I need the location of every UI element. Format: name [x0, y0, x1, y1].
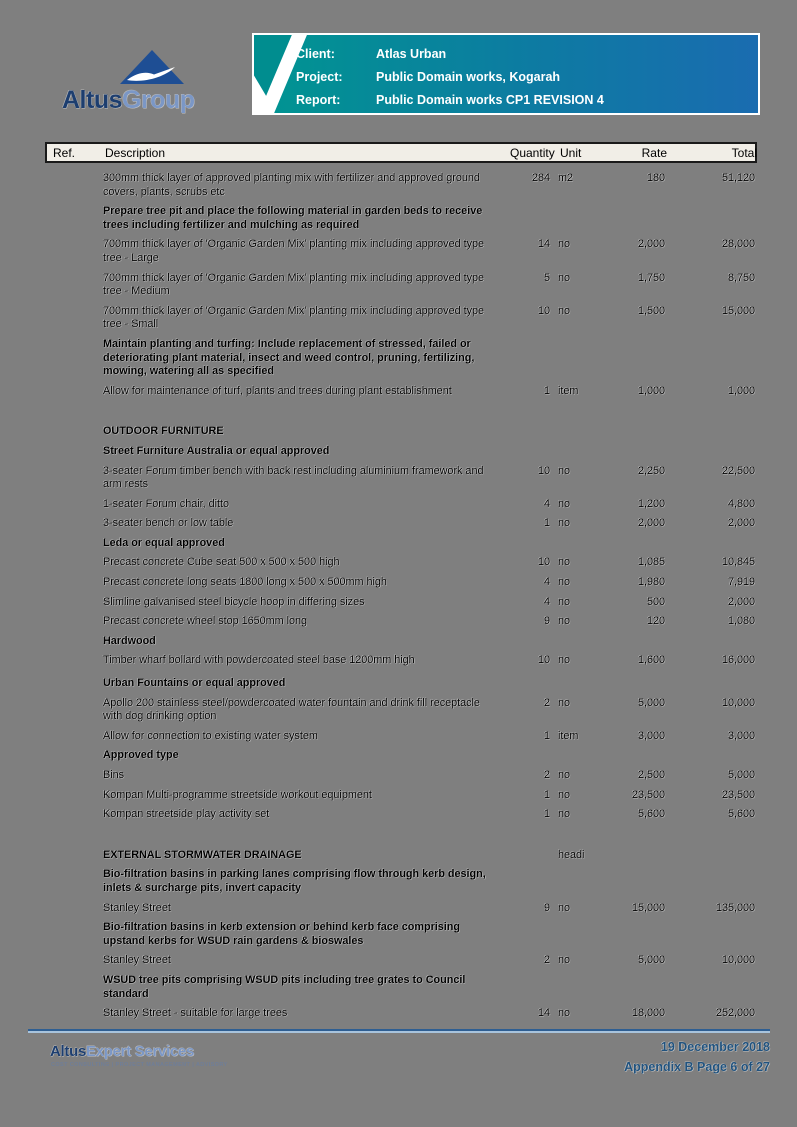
cell-quantity: 1: [543, 788, 550, 801]
cell-description: Bio-filtration basins in parking lanes comprising flow through kerb design, inlets & surcharge pits, invert capacity: [103, 868, 486, 894]
project-label: Project:: [296, 69, 343, 84]
cell-unit: no: [558, 788, 571, 801]
cell-rate: [595, 445, 665, 459]
cell-quantity: [508, 537, 550, 551]
table-row: [45, 697, 757, 724]
cell-total: [665, 205, 757, 232]
cell-ref: [45, 849, 103, 863]
cell-description: Stanley Street: [103, 954, 171, 967]
table-row: [45, 238, 757, 265]
cell-unit: no: [558, 576, 571, 589]
cell-total: 2,000: [727, 595, 755, 608]
cell-unit: no: [558, 654, 571, 667]
cell-unit: no: [558, 556, 571, 569]
cell-rate: 500: [646, 595, 665, 608]
cell-rate: 3,000: [637, 729, 665, 742]
cell-quantity: [508, 205, 550, 232]
table-row: [45, 849, 757, 863]
cell-ref: [45, 697, 103, 724]
cell-ref: [45, 615, 103, 629]
cell-ref: [45, 445, 103, 459]
cell-description: Leda or equal approved: [103, 536, 225, 549]
cell-quantity: [508, 677, 550, 691]
cell-quantity: 284: [531, 172, 550, 184]
cell-unit: no: [558, 954, 571, 967]
cell-description: Street Furniture Australia or equal approved: [103, 444, 330, 457]
cell-unit: no: [558, 517, 571, 530]
logo-wordmark: [62, 86, 262, 115]
cell-rate: [595, 849, 665, 863]
cell-rate: 180: [646, 172, 665, 184]
cell-unit: no: [558, 615, 571, 628]
table-row: [45, 445, 757, 459]
cell-quantity: 1: [543, 517, 550, 530]
cell-description: Kompan Multi-programme streetside workout equipment: [103, 788, 372, 801]
cell-total: [665, 749, 757, 763]
cell-total: [665, 537, 757, 551]
cell-rate: 1,200: [637, 497, 665, 510]
cell-total: 23,500: [721, 788, 755, 801]
cell-ref: [45, 338, 103, 379]
cell-total: [665, 921, 757, 948]
cell-rate: 5,000: [637, 954, 665, 967]
cell-quantity: [508, 921, 550, 948]
cell-quantity: 9: [543, 615, 550, 628]
page-number: Appendix B Page 6 of 27: [624, 1060, 770, 1074]
column-ref: Ref.: [53, 145, 76, 160]
cell-unit: [550, 974, 595, 1001]
table-row: [45, 556, 757, 570]
cell-description: 700mm thick layer of 'Organic Garden Mix' planting mix including approved type tree - Medium: [103, 271, 484, 298]
cell-ref: [45, 498, 103, 512]
cell-quantity: 4: [543, 576, 550, 589]
cell-rate: 2,000: [637, 517, 665, 530]
cell-ref: [45, 730, 103, 744]
cell-description: 3-seater bench or low table: [103, 517, 234, 530]
cell-unit: no: [558, 901, 571, 914]
table-row: [45, 517, 757, 531]
cell-total: 5,000: [727, 769, 755, 781]
company-logo: [62, 44, 252, 122]
cell-unit: [550, 635, 595, 649]
cell-unit: no: [558, 304, 571, 317]
cell-ref: [45, 954, 103, 968]
cell-total: 1,000: [727, 384, 755, 397]
logo-word-altus: Altus: [62, 86, 122, 114]
cell-ref: [45, 465, 103, 492]
cell-quantity: [508, 849, 550, 863]
report-date: 19 December 2018: [660, 1040, 770, 1054]
footer-tagline: COST CONSULTING | PROJECT MANAGEMENT | ADVISORY: [51, 1062, 228, 1068]
cell-rate: 1,980: [637, 576, 665, 589]
cell-rate: 1,085: [637, 556, 665, 569]
cell-quantity: 10: [537, 654, 550, 667]
cell-quantity: 14: [537, 1007, 550, 1020]
cell-description: Stanley Street - suitable for large trees: [103, 1007, 288, 1020]
cell-description: Bio-filtration basins in kerb extension or behind kerb face comprising upstand kerbs for WSUD rain gardens & bioswales: [103, 921, 460, 947]
cell-unit: [550, 677, 595, 691]
cell-total: [665, 849, 757, 863]
cell-quantity: [508, 749, 550, 763]
cell-quantity: 14: [537, 238, 550, 251]
cell-description: Precast concrete wheel stop 1650mm long: [103, 615, 308, 628]
cell-rate: [595, 338, 665, 379]
cell-quantity: 10: [537, 556, 550, 569]
cell-description: WSUD tree pits comprising WSUD pits including tree grates to Council standard: [103, 973, 466, 1000]
cell-unit: no: [558, 497, 571, 510]
cell-description: Apollo 200 stainless steel/powdercoated water fountain and drink fill receptacle with dog drinking option: [103, 696, 480, 723]
cell-quantity: 10: [537, 304, 550, 317]
cell-total: 51,120: [721, 172, 755, 184]
cell-unit: [550, 205, 595, 232]
cell-total: 2,000: [727, 517, 755, 530]
column-unit: Unit: [560, 145, 582, 160]
cell-ref: [45, 749, 103, 763]
cell-description: Bins: [103, 769, 125, 781]
cell-quantity: [508, 425, 550, 439]
cell-description: Kompan streetside play activity set: [103, 808, 270, 821]
cell-description: Prepare tree pit and place the following material in garden beds to receive trees including fertilizer and mulching as required: [103, 205, 483, 231]
cell-ref: [45, 172, 103, 199]
cell-total: 10,000: [721, 696, 755, 709]
table-row: [45, 635, 757, 649]
table-row: [45, 338, 757, 379]
cell-ref: [45, 556, 103, 570]
cell-ref: [45, 517, 103, 531]
cell-description: Precast concrete Cube seat 500 x 500 x 500 high: [103, 556, 340, 569]
cell-quantity: 5: [543, 271, 550, 284]
cell-total: [665, 868, 757, 895]
table-row: [45, 808, 757, 822]
cell-description: OUTDOOR FURNITURE: [103, 425, 224, 438]
cell-ref: [45, 769, 103, 783]
cell-ref: [45, 789, 103, 803]
table-row: [45, 272, 757, 299]
cell-total: 135,000: [715, 901, 755, 914]
cell-unit: item: [558, 729, 579, 742]
cell-ref: [45, 677, 103, 691]
cell-quantity: [508, 445, 550, 459]
table-row: [45, 789, 757, 803]
cell-unit: [550, 868, 595, 895]
cell-description: 3-seater Forum timber bench with back rest including aluminium framework and arm rests: [103, 464, 484, 491]
cell-total: 5,600: [727, 808, 755, 821]
cell-rate: 15,000: [631, 901, 665, 914]
cell-unit: [550, 445, 595, 459]
client-label: Client:: [296, 46, 335, 61]
cell-ref: [45, 654, 103, 668]
footer-rule: [28, 1029, 770, 1031]
footer-brand-expert-services: Expert Services: [86, 1043, 195, 1060]
cell-total: 15,000: [721, 304, 755, 317]
table-row: [45, 730, 757, 744]
cell-quantity: 2: [543, 769, 550, 781]
cell-unit: no: [558, 696, 571, 709]
cell-ref: [45, 425, 103, 439]
table-row: [45, 921, 757, 948]
table-row: [45, 974, 757, 1001]
client-value: Atlas Urban: [376, 46, 447, 61]
table-body: [45, 166, 757, 1021]
cell-description: Stanley Street: [103, 901, 171, 914]
cell-rate: [595, 677, 665, 691]
table-row: [45, 172, 757, 199]
cell-total: 10,845: [721, 556, 755, 569]
cell-rate: 2,250: [637, 464, 665, 477]
cell-description: Precast concrete long seats 1800 long x 500 x 500mm high: [103, 576, 387, 589]
cell-rate: [595, 974, 665, 1001]
footer-brand: [50, 1043, 194, 1060]
table-row: [45, 1007, 757, 1021]
cell-ref: [45, 974, 103, 1001]
column-quantity: Quantity: [510, 145, 555, 160]
cell-quantity: 9: [543, 901, 550, 914]
cell-unit: no: [558, 464, 571, 477]
cell-rate: 1,750: [637, 271, 665, 284]
cell-description: Urban Fountains or equal approved: [103, 677, 286, 690]
cell-rate: 120: [646, 615, 665, 628]
table-row: [45, 425, 757, 439]
cost-table-header: [45, 142, 757, 163]
cell-quantity: 1: [543, 808, 550, 821]
cell-rate: 1,500: [637, 304, 665, 317]
cell-ref: [45, 305, 103, 332]
table-row: [45, 677, 757, 691]
cell-ref: [45, 1007, 103, 1021]
cell-description: 300mm thick layer of approved planting mix with fertilizer and approved ground covers, plants, scrubs etc: [103, 172, 480, 198]
cell-description: Allow for connection to existing water system: [103, 729, 318, 742]
cell-unit: headi: [558, 848, 585, 861]
cell-description: Slimline galvanised steel bicycle hoop in differing sizes: [103, 595, 365, 608]
footer-brand-altus: Altus: [50, 1043, 87, 1060]
banner-row-report: [296, 88, 604, 111]
project-value: Public Domain works, Kogarah: [376, 69, 561, 84]
cell-ref: [45, 576, 103, 590]
cell-description: Hardwood: [103, 634, 156, 647]
table-row: [45, 498, 757, 512]
logo-word-group: Group: [122, 86, 195, 114]
table-row: [45, 537, 757, 551]
cell-total: 10,000: [721, 954, 755, 967]
cell-description: Timber wharf bollard with powdercoated steel base 1200mm high: [103, 654, 415, 667]
cell-unit: m2: [558, 172, 573, 184]
cell-quantity: [508, 338, 550, 379]
cell-quantity: [508, 974, 550, 1001]
table-row: [45, 769, 757, 783]
cell-ref: [45, 385, 103, 399]
banner-row-client: [296, 42, 604, 65]
cell-ref: [45, 537, 103, 551]
cell-quantity: 1: [543, 729, 550, 742]
banner-info: [296, 42, 604, 111]
cell-unit: [550, 537, 595, 551]
table-row: [45, 465, 757, 492]
logo-triangle-icon: [120, 50, 184, 84]
cell-ref: [45, 272, 103, 299]
cell-total: 28,000: [721, 238, 755, 251]
cell-rate: 1,600: [637, 654, 665, 667]
cell-unit: no: [558, 271, 571, 284]
table-row: [45, 205, 757, 232]
cell-unit: no: [558, 1007, 571, 1020]
cell-rate: [595, 749, 665, 763]
cell-total: 16,000: [721, 654, 755, 667]
cell-description: Allow for maintenance of turf, plants and trees during plant establishment: [103, 384, 452, 397]
cell-rate: 5,000: [637, 696, 665, 709]
cell-ref: [45, 238, 103, 265]
cell-unit: no: [558, 238, 571, 251]
cell-total: 1,080: [727, 615, 755, 628]
banner-row-project: [296, 65, 604, 88]
cell-quantity: 2: [543, 696, 550, 709]
cell-ref: [45, 635, 103, 649]
table-row: [45, 576, 757, 590]
cell-description: 700mm thick layer of 'Organic Garden Mix' planting mix including approved type tree - Large: [103, 238, 484, 264]
cell-quantity: 10: [537, 464, 550, 477]
cell-rate: [595, 635, 665, 649]
table-row: [45, 305, 757, 332]
cell-unit: [550, 749, 595, 763]
cell-description: 700mm thick layer of 'Organic Garden Mix' planting mix including approved type tree - Small: [103, 304, 484, 331]
cell-quantity: 4: [543, 497, 550, 510]
cell-rate: 2,500: [637, 769, 665, 781]
table-row: [45, 868, 757, 895]
cell-quantity: [508, 635, 550, 649]
report-label: Report:: [296, 92, 341, 107]
column-description: Description: [105, 145, 166, 160]
cell-total: 4,800: [727, 497, 755, 510]
cell-description: Maintain planting and turfing: Include replacement of stressed, failed or deteriorating plant material, insect and weed control, pruning, fertilizing, mowing, watering all as specified: [103, 337, 475, 378]
cell-total: 7,919: [727, 576, 755, 589]
cell-unit: [550, 921, 595, 948]
cell-total: 252,000: [715, 1007, 755, 1020]
cell-rate: 2,000: [637, 238, 665, 251]
cell-total: [665, 635, 757, 649]
cell-total: 3,000: [727, 729, 755, 742]
report-value: Public Domain works CP1 REVISION 4: [376, 92, 604, 107]
cell-quantity: [508, 868, 550, 895]
cell-unit: no: [558, 595, 571, 608]
cell-description: 1-seater Forum chair, ditto: [103, 497, 230, 510]
cell-unit: [550, 425, 595, 439]
cell-rate: [595, 921, 665, 948]
table-row: [45, 749, 757, 763]
cell-total: [665, 425, 757, 439]
table-row: [45, 596, 757, 610]
cell-ref: [45, 921, 103, 948]
cell-quantity: 2: [543, 954, 550, 967]
cell-rate: 18,000: [631, 1007, 665, 1020]
cell-total: [665, 338, 757, 379]
cell-description: Approved type: [103, 749, 179, 762]
column-rate: Rate: [641, 145, 667, 160]
cell-total: [665, 445, 757, 459]
table-row: [45, 615, 757, 629]
header-banner: [252, 33, 760, 115]
cell-ref: [45, 868, 103, 895]
footer-right: [624, 1037, 770, 1077]
cell-unit: item: [558, 384, 579, 397]
cell-rate: [595, 868, 665, 895]
table-row: [45, 954, 757, 968]
cell-ref: [45, 596, 103, 610]
cell-quantity: 4: [543, 595, 550, 608]
cell-description: EXTERNAL STORMWATER DRAINAGE: [103, 848, 302, 861]
cell-unit: [550, 338, 595, 379]
cell-quantity: 1: [543, 384, 550, 397]
cell-ref: [45, 205, 103, 232]
cell-ref: [45, 808, 103, 822]
cell-rate: 5,600: [637, 808, 665, 821]
table-row: [45, 902, 757, 916]
table-row: [45, 654, 757, 668]
cell-rate: 23,500: [631, 788, 665, 801]
column-total: Total: [731, 145, 757, 160]
cell-rate: [595, 537, 665, 551]
cell-rate: [595, 205, 665, 232]
table-row: [45, 385, 757, 399]
cell-unit: no: [558, 808, 571, 821]
cell-total: [665, 677, 757, 691]
cell-ref: [45, 902, 103, 916]
cell-rate: 1,000: [637, 384, 665, 397]
cell-total: 8,750: [727, 271, 755, 284]
cell-total: 22,500: [721, 464, 755, 477]
cell-total: [665, 974, 757, 1001]
cell-unit: no: [558, 769, 571, 781]
cell-rate: [595, 425, 665, 439]
